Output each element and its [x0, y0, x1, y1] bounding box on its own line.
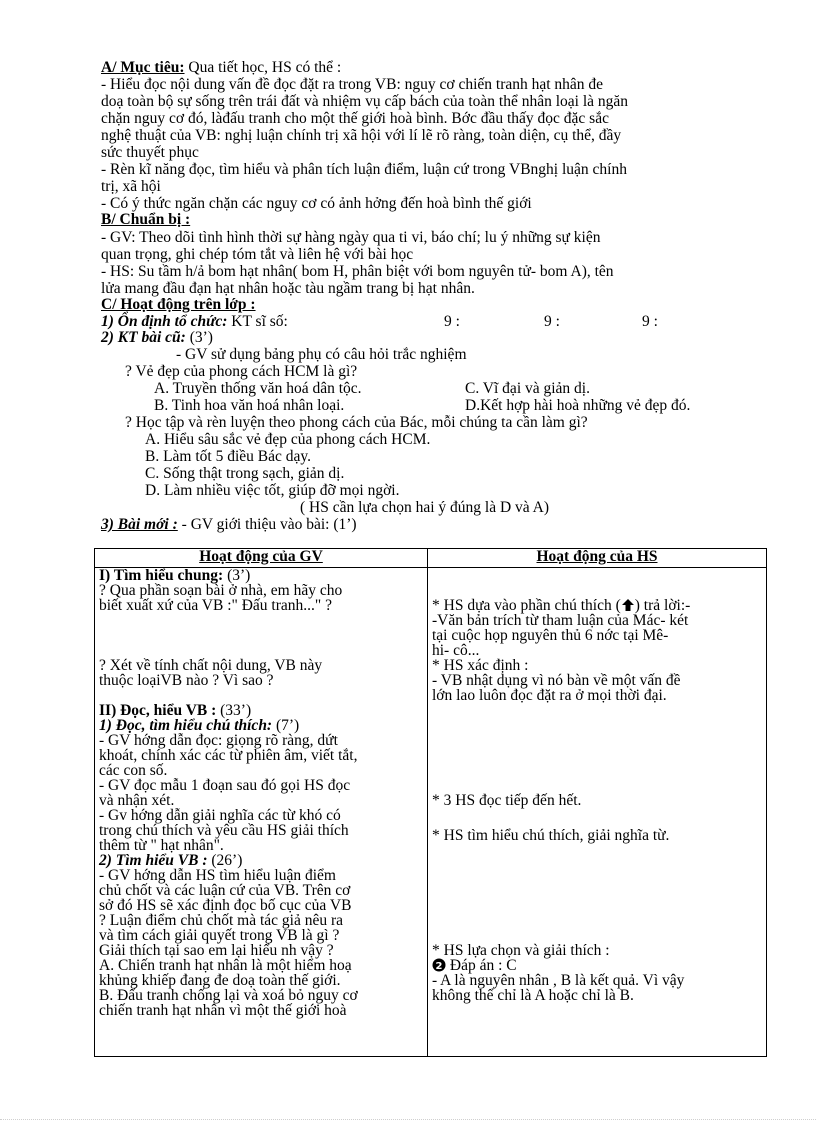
- section-a-line: sức thuyết phục: [101, 144, 199, 161]
- quiz-option: C. Sống thật trong sạch, giản dị.: [145, 465, 345, 482]
- section-a-line: doạ toàn bộ sự sống trên trái đất và nhiệm vụ cấp bách của toàn thể nhân loại là ngăn: [101, 93, 629, 110]
- sub1-title: 1) Đọc, tìm hiểu chú thích:: [99, 717, 273, 734]
- hs-line: lớn lao luôn đọc đặt ra ở mọi thời đại.: [432, 687, 667, 704]
- sub2-title: 2) Tìm hiểu VB :: [99, 852, 208, 869]
- gv-line: sở đó HS sẽ xác định đọc bố cục của VB: [99, 897, 352, 914]
- hs-content: [432, 568, 762, 1003]
- quiz-option: C. Vĩ đại và giản dị.: [465, 380, 590, 397]
- gv-line: - GV đọc mẫu 1 đoạn sau đó gọi HS đọc: [99, 777, 351, 794]
- hs-answer: Đáp án : C: [446, 957, 517, 974]
- gv-spacer: [99, 613, 423, 658]
- item3-label: 3) Bài mới :: [101, 516, 178, 533]
- gv-line: và nhận xét.: [99, 792, 175, 809]
- activity-table: [94, 548, 767, 1057]
- section-b-line: - HS: Su tầm h/ả bom hạt nhân( bom H, phân biệt với bom nguyên tử- bom A), tên: [101, 263, 614, 280]
- gv-line: khoát, chính xác các từ phiên âm, viết tắt,: [99, 747, 358, 764]
- gv-section-2-title: [99, 703, 423, 718]
- section-c-item3: [101, 517, 357, 533]
- gv-subsection-2: [99, 853, 423, 868]
- answer-note: ( HS cần lựa chọn hai ý đúng là D và A): [300, 499, 550, 516]
- gv-line: - GV hớng dẫn đọc: giọng rõ ràng, dứt: [99, 732, 338, 749]
- header-hs: Hoạt động của HS: [428, 549, 767, 568]
- gv-line: ? Xét về tính chất nội dung, VB này: [99, 657, 323, 674]
- section-a-intro: Qua tiết học, HS có thể :: [184, 59, 342, 76]
- hs-line: * 3 HS đọc tiếp đến hết.: [432, 792, 582, 809]
- hs-spacer: [432, 843, 762, 943]
- section-a-line: - Hiểu đọc nội dung vấn đề đọc đặt ra trong VB: nguy cơ chiến tranh hạt nhân đe: [101, 76, 604, 93]
- item1-text: KT sĩ số:: [227, 313, 288, 330]
- section-a-line: chặn nguy cơ đó, làđấu tranh cho một thế giới hoà bình. Bớc đầu thấy đọc đặc sắc: [101, 110, 609, 127]
- gv-line: thuộc loạiVB nào ? Vì sao ?: [99, 672, 274, 689]
- gv-line: - GV hớng dẫn HS tìm hiểu luận điểm: [99, 867, 336, 884]
- hs-line: -Văn bản trích từ tham luận của Mác- két: [432, 612, 689, 629]
- svg-text:2: 2: [435, 961, 443, 972]
- hs-spacer: [432, 808, 762, 828]
- item2-time: (3’): [185, 329, 213, 346]
- gv-line: Giải thích tại sao em lại hiểu nh vậy ?: [99, 942, 334, 959]
- class-count: 9 :: [544, 313, 560, 330]
- header-gv: Hoạt động của GV: [95, 549, 428, 568]
- s2-time: (33’): [216, 702, 252, 719]
- section-a-heading-line: [101, 60, 341, 76]
- section-c-item2: [101, 330, 213, 346]
- gv-line: A. Chiến tranh hạt nhân là một hiểm hoạ: [99, 957, 352, 974]
- hs-spacer: [432, 703, 762, 793]
- gv-spacer: [99, 688, 423, 703]
- table-header-row: [95, 549, 767, 568]
- hs-line: không thể chỉ là A hoặc chỉ là B.: [432, 987, 634, 1004]
- quiz-option: B. Làm tốt 5 điều Bác dạy.: [145, 448, 312, 465]
- section-c-item1: [101, 314, 288, 330]
- sub2-time: (26’): [207, 852, 243, 869]
- hs-answer-line: [432, 958, 762, 973]
- section-b-line: lửa mang đầu đạn hạt nhân hoặc tàu ngầm trang bị hạt nhân.: [101, 280, 475, 297]
- gv-activity-cell: [95, 568, 428, 1057]
- hs-line-with-icon: [432, 598, 762, 613]
- hs-a1-pre: * HS dựa vào phần chú thích (: [432, 597, 621, 614]
- quiz-option: D. Làm nhiều việc tốt, giúp đỡ mọi ngời.: [145, 482, 400, 499]
- sub1-time: (7’): [272, 717, 300, 734]
- hs-line: - A là nguyên nhân , B là kết quả. Vì vậy: [432, 972, 685, 989]
- gv-subsection-1: [99, 718, 423, 733]
- page-bottom-border: [0, 1119, 816, 1120]
- section-a-line: - Có ý thức ngăn chặn các nguy cơ có ảnh hởng đến hoà bình thế giới: [101, 195, 532, 212]
- gv-line: khủng khiếp đang đe doạ toàn thế giới.: [99, 972, 341, 989]
- table-row: [95, 568, 767, 1057]
- hs-line: * HS tìm hiểu chú thích, giải nghĩa từ.: [432, 827, 670, 844]
- gv-line: ? Luận điểm chủ chốt mà tác giả nêu ra: [99, 912, 344, 929]
- gv-content: [99, 568, 423, 1018]
- gv-line: trong chú thích và yêu cầu HS giải thích: [99, 822, 349, 839]
- section-a-line: - Rèn kĩ năng đọc, tìm hiểu và phân tích luận điểm, luận cứ trong VBnghị luận chính: [101, 161, 627, 178]
- class-count: 9 :: [642, 313, 658, 330]
- hs-line: * HS lựa chọn và giải thích :: [432, 942, 610, 959]
- quiz-option: D.Kết hợp hài hoà những vẻ đẹp đó.: [465, 397, 691, 414]
- gv-section-1-title: [99, 568, 423, 583]
- quiz-option: A. Hiểu sâu sắc vẻ đẹp của phong cách HCM.: [145, 431, 431, 448]
- quiz-option: A. Truyền thống văn hoá dân tộc.: [154, 380, 362, 397]
- s2-title: II) Đọc, hiểu VB :: [99, 702, 217, 719]
- gv-line: chiến tranh hạt nhân vì một thế giới hoà: [99, 1002, 347, 1019]
- class-count: 9 :: [444, 313, 460, 330]
- section-c-heading: C/ Hoạt động trên lớp :: [101, 296, 256, 313]
- s1-time: (3’): [223, 567, 251, 584]
- quiz-question-2: ? Học tập và rèn luyện theo phong cách của Bác, mỗi chúng ta cần làm gì?: [125, 414, 588, 431]
- item3-text: - GV giới thiệu vào bài: (1’): [177, 516, 357, 533]
- hs-a1-post: ) trả lời:-: [634, 597, 691, 614]
- gv-line: ? Qua phần soạn bài ở nhà, em hãy cho: [99, 582, 343, 599]
- gv-line: thêm từ " hạt nhân".: [99, 837, 224, 854]
- up-arrow-icon: [621, 598, 635, 612]
- gv-note: - GV sử dụng bảng phụ có câu hỏi trắc nghiệm: [176, 346, 467, 363]
- gv-line: chủ chốt và các luận cứ của VB. Trên cơ: [99, 882, 351, 899]
- gv-line: B. Đấu tranh chống lại và xoá bỏ nguy cơ: [99, 987, 358, 1004]
- section-a-line: trị, xã hội: [101, 178, 161, 195]
- section-a-line: nghệ thuật của VB: nghị luận chính trị xã hội với lí lẽ rõ ràng, toàn diện, cụ thể, đầy: [101, 127, 622, 144]
- hs-line: - VB nhật dụng vì nó bàn về một vấn đề: [432, 672, 681, 689]
- s1-title: I) Tìm hiểu chung:: [99, 567, 224, 584]
- section-a-heading: A/ Mục tiêu:: [101, 59, 185, 76]
- gv-line: và tìm cách giải quyết trong VB là gì ?: [99, 927, 340, 944]
- hs-spacer: [432, 568, 762, 598]
- section-b-line: quan trọng, ghi chép tóm tắt và liên hệ với bài học: [101, 246, 414, 263]
- quiz-question-1: ? Vẻ đẹp của phong cách HCM là gì?: [125, 363, 358, 380]
- item1-label: 1) Ổn định tổ chức:: [101, 313, 228, 330]
- section-b-line: - GV: Theo dõi tình hình thời sự hàng ngày qua ti vi, báo chí; lu ý những sự kiện: [101, 229, 601, 246]
- gv-line: các con số.: [99, 762, 168, 779]
- gv-line: biết xuất xứ của VB :" Đấu tranh..." ?: [99, 597, 332, 614]
- item2-label: 2) KT bài cũ:: [101, 329, 186, 346]
- hs-line: tại cuộc họp nguyên thủ 6 nớc tại Mê-: [432, 627, 669, 644]
- gv-line: - Gv hớng dẫn giải nghĩa các từ khó có: [99, 807, 341, 824]
- section-b-heading: B/ Chuẩn bị :: [101, 211, 191, 228]
- hs-line: * HS xác định :: [432, 657, 529, 674]
- numbered-bullet-icon: [432, 958, 446, 972]
- quiz-option: B. Tinh hoa văn hoá nhân loại.: [154, 397, 345, 414]
- hs-line: hi- cô...: [432, 642, 480, 659]
- hs-activity-cell: [428, 568, 767, 1057]
